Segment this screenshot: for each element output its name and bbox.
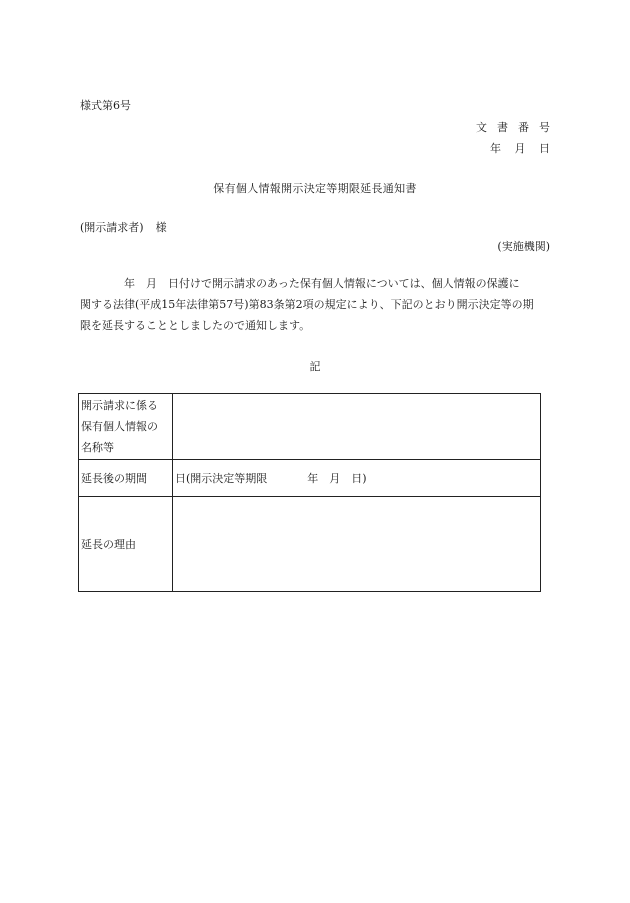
form-number: 様式第6号 — [80, 99, 131, 112]
table-row — [79, 394, 541, 460]
info-table — [78, 393, 541, 592]
sender: (実施機関) — [497, 240, 550, 253]
period-prefix: 日(開示決定等期限 — [175, 472, 268, 485]
body-text — [80, 273, 550, 336]
period-date: 年 月 日) — [307, 472, 367, 485]
body-line — [80, 273, 550, 294]
row-label-period: 延長後の期間 — [79, 460, 173, 497]
row-value-name — [173, 394, 541, 460]
document-date: 年 月 日 — [490, 142, 550, 155]
addressee — [80, 219, 167, 235]
row-label-name-line-1: 開示請求に係る — [81, 399, 158, 412]
row-value-period — [173, 460, 541, 497]
addressee-name: (開示請求者) — [80, 221, 144, 234]
body-line-1: 年 月 日付けで開示請求のあった保有個人情報については、個人情報の保護に — [124, 277, 520, 290]
row-label-reason: 延長の理由 — [79, 497, 173, 592]
row-label-name — [79, 394, 173, 460]
table-row — [79, 460, 541, 497]
document-number: 文書番号 — [476, 121, 560, 134]
table-row — [79, 497, 541, 592]
row-label-name-line-2: 保有個人情報の — [81, 420, 158, 433]
addressee-honorific: 様 — [155, 221, 167, 234]
row-value-reason — [173, 497, 541, 592]
ki-heading: 記 — [309, 360, 321, 373]
row-label-name-line-3: 名称等 — [81, 441, 114, 454]
document-title: 保有個人情報開示決定等期限延長通知書 — [213, 182, 417, 195]
body-line-2: 関する法律(平成15年法律第57号)第83条第2項の規定により、下記のとおり開示決定等の期 — [80, 298, 534, 311]
body-line-3: 限を延長することとしましたので通知します。 — [80, 319, 311, 332]
